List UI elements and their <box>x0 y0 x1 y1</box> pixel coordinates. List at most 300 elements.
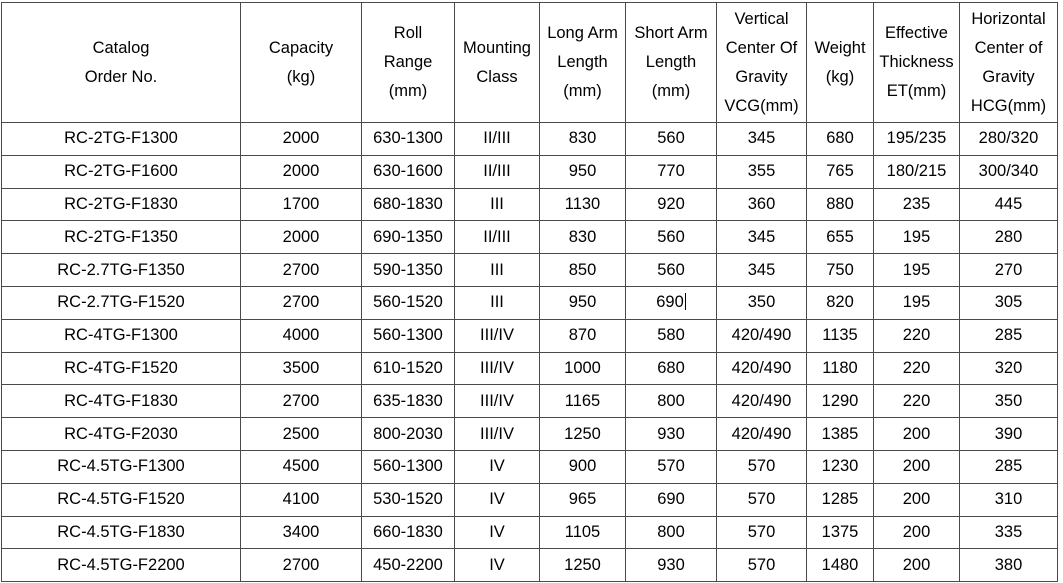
cell-hcg[interactable] <box>960 123 1058 156</box>
cell-value: 750 <box>826 260 854 279</box>
cell-long_arm[interactable] <box>540 188 626 221</box>
spec-table <box>1 2 1058 582</box>
cell-value: 310 <box>994 490 1023 509</box>
cell-short_arm[interactable] <box>626 385 717 418</box>
cell-vcg[interactable] <box>717 549 807 582</box>
column-header-capacity <box>241 3 362 123</box>
cell-et[interactable] <box>874 123 960 156</box>
cell-value: 195 <box>902 227 931 246</box>
cell-value: 390 <box>994 424 1023 443</box>
cell-value: 1250 <box>564 555 601 574</box>
cell-long_arm[interactable] <box>540 418 626 451</box>
cell-value: 530-1520 <box>373 490 443 509</box>
table-body <box>2 123 1058 582</box>
cell-capacity[interactable] <box>241 418 362 451</box>
cell-value: 200 <box>902 457 931 476</box>
cell-value: 560-1300 <box>373 457 443 476</box>
cell-et[interactable] <box>874 286 960 319</box>
cell-value: 235 <box>902 194 931 213</box>
cell-et[interactable] <box>874 483 960 516</box>
table-row <box>2 221 1058 254</box>
cell-weight[interactable] <box>807 221 874 254</box>
cell-value: 360 <box>747 194 776 213</box>
cell-value: 4000 <box>282 326 320 345</box>
cell-roll_range[interactable] <box>362 516 455 549</box>
cell-mounting[interactable] <box>455 319 540 352</box>
table-row <box>2 483 1058 516</box>
cell-weight[interactable] <box>807 352 874 385</box>
cell-et[interactable] <box>874 418 960 451</box>
cell-value: 200 <box>902 522 931 541</box>
cell-et[interactable] <box>874 450 960 483</box>
cell-value: 770 <box>657 162 685 181</box>
cell-value: 2000 <box>282 162 320 181</box>
cell-capacity[interactable] <box>241 221 362 254</box>
cell-value: 305 <box>994 293 1023 312</box>
cell-value: 800-2030 <box>373 424 443 443</box>
cell-value: 3400 <box>282 522 320 541</box>
column-header-line: Mounting <box>463 38 531 57</box>
cell-mounting[interactable] <box>455 450 540 483</box>
cell-roll_range[interactable] <box>362 123 455 156</box>
cell-value: 560 <box>657 260 685 279</box>
cell-value: 1480 <box>821 555 859 574</box>
cell-value: 195 <box>902 260 931 279</box>
cell-value: 680 <box>657 358 685 377</box>
column-header-line: Weight <box>814 38 866 57</box>
cell-weight[interactable] <box>807 418 874 451</box>
cell-et[interactable] <box>874 385 960 418</box>
cell-capacity[interactable] <box>241 254 362 287</box>
cell-roll_range[interactable] <box>362 188 455 221</box>
cell-value: 280/320 <box>978 129 1039 148</box>
cell-hcg[interactable] <box>960 385 1058 418</box>
cell-value: III/IV <box>480 391 514 410</box>
cell-catalog[interactable] <box>2 418 241 451</box>
cell-weight[interactable] <box>807 319 874 352</box>
column-header-line: Class <box>476 67 518 86</box>
cell-long_arm[interactable] <box>540 319 626 352</box>
cell-vcg[interactable] <box>717 155 807 188</box>
cell-hcg[interactable] <box>960 188 1058 221</box>
table-row <box>2 549 1058 582</box>
cell-roll_range[interactable] <box>362 155 455 188</box>
cell-value: 950 <box>568 162 597 181</box>
column-header-line: ET(mm) <box>886 82 947 100</box>
cell-mounting[interactable] <box>455 516 540 549</box>
cell-value: III <box>490 194 504 213</box>
cell-value: III/IV <box>480 424 514 443</box>
table-header-row <box>2 3 1058 123</box>
column-header-line: Gravity <box>735 67 788 86</box>
cell-value: 610-1520 <box>373 358 443 377</box>
cell-value: RC-2TG-F1600 <box>64 162 178 181</box>
cell-value: 285 <box>994 326 1023 345</box>
cell-short_arm[interactable] <box>626 352 717 385</box>
cell-value: 200 <box>902 555 931 574</box>
cell-value: 1285 <box>821 490 859 509</box>
table-row <box>2 254 1058 287</box>
table-row <box>2 352 1058 385</box>
cell-hcg[interactable] <box>960 549 1058 582</box>
cell-value: 220 <box>902 358 931 377</box>
cell-weight[interactable] <box>807 516 874 549</box>
cell-capacity[interactable] <box>241 450 362 483</box>
cell-value: 1230 <box>821 457 859 476</box>
cell-value: 560-1520 <box>373 293 443 312</box>
column-header-vcg <box>717 3 807 123</box>
cell-capacity[interactable] <box>241 385 362 418</box>
cell-roll_range[interactable] <box>362 418 455 451</box>
column-header-line: Short Arm <box>634 24 708 42</box>
cell-hcg[interactable] <box>960 254 1058 287</box>
cell-value: IV <box>489 457 505 476</box>
cell-value: 1385 <box>821 424 859 443</box>
cell-short_arm[interactable] <box>626 221 717 254</box>
cell-long_arm[interactable] <box>540 352 626 385</box>
cell-value: 830 <box>568 227 597 246</box>
column-header-line: VCG(mm) <box>724 96 799 115</box>
cell-value: 445 <box>994 194 1023 213</box>
cell-capacity[interactable] <box>241 516 362 549</box>
cell-value: 2500 <box>282 424 320 443</box>
column-header-line: Effective <box>885 24 948 42</box>
table-row <box>2 155 1058 188</box>
column-header-line: Thickness <box>879 53 954 71</box>
cell-value: 1135 <box>822 326 858 345</box>
cell-roll_range[interactable] <box>362 385 455 418</box>
cell-et[interactable] <box>874 319 960 352</box>
cell-long_arm[interactable] <box>540 155 626 188</box>
table-row <box>2 319 1058 352</box>
cell-value: 870 <box>568 326 597 345</box>
column-header-line: Range <box>383 53 433 71</box>
cell-weight[interactable] <box>807 286 874 319</box>
cell-value: RC-2TG-F1830 <box>64 194 178 213</box>
cell-roll_range[interactable] <box>362 254 455 287</box>
cell-mounting[interactable] <box>455 352 540 385</box>
cell-short_arm[interactable] <box>626 254 717 287</box>
cell-hcg[interactable] <box>960 418 1058 451</box>
cell-mounting[interactable] <box>455 286 540 319</box>
cell-value: II/III <box>483 162 511 181</box>
table-row <box>2 123 1058 156</box>
cell-value: IV <box>489 555 505 574</box>
cell-value: 1700 <box>282 194 320 213</box>
cell-mounting[interactable] <box>455 483 540 516</box>
cell-vcg[interactable] <box>717 221 807 254</box>
cell-capacity[interactable] <box>241 319 362 352</box>
cell-weight[interactable] <box>807 123 874 156</box>
cell-value: 350 <box>747 293 776 312</box>
column-header-line: Vertical <box>734 9 789 28</box>
cell-value: III/IV <box>480 358 514 377</box>
cell-value: 690-1350 <box>373 227 443 246</box>
cell-value: 350 <box>994 391 1023 410</box>
cell-vcg[interactable] <box>717 385 807 418</box>
cell-value: 560-1300 <box>373 326 443 345</box>
cell-value: 950 <box>568 293 597 312</box>
cell-mounting[interactable] <box>455 221 540 254</box>
cell-value: RC-2TG-F1300 <box>64 129 178 148</box>
cell-mounting[interactable] <box>455 123 540 156</box>
cell-hcg[interactable] <box>960 221 1058 254</box>
cell-vcg[interactable] <box>717 516 807 549</box>
cell-value: 335 <box>994 522 1023 541</box>
cell-roll_range[interactable] <box>362 483 455 516</box>
cell-vcg[interactable] <box>717 123 807 156</box>
cell-hcg[interactable] <box>960 450 1058 483</box>
cell-hcg[interactable] <box>960 155 1058 188</box>
cell-value: 420/490 <box>731 424 792 443</box>
cell-value: 320 <box>994 358 1023 377</box>
cell-roll_range[interactable] <box>362 450 455 483</box>
cell-value: 180/215 <box>886 162 947 181</box>
cell-long_arm[interactable] <box>540 483 626 516</box>
cell-value: 1290 <box>821 391 859 410</box>
cell-value: 2000 <box>282 227 320 246</box>
cell-hcg[interactable] <box>960 483 1058 516</box>
cell-value: 1250 <box>564 424 601 443</box>
column-header-line: Roll <box>393 24 423 42</box>
cell-long_arm[interactable] <box>540 123 626 156</box>
cell-value: RC-2TG-F1350 <box>64 227 178 246</box>
cell-value: 570 <box>747 490 776 509</box>
cell-short_arm[interactable] <box>626 483 717 516</box>
column-header-et <box>874 3 960 123</box>
cell-catalog[interactable] <box>2 155 241 188</box>
cell-value: 690 <box>656 293 684 312</box>
cell-value: 570 <box>657 457 685 476</box>
cell-value: 420/490 <box>731 326 792 345</box>
cell-value: 450-2200 <box>373 555 443 574</box>
cell-value: 200 <box>902 424 931 443</box>
cell-capacity[interactable] <box>241 549 362 582</box>
cell-et[interactable] <box>874 254 960 287</box>
cell-et[interactable] <box>874 155 960 188</box>
cell-weight[interactable] <box>807 450 874 483</box>
cell-vcg[interactable] <box>717 450 807 483</box>
cell-value: 220 <box>902 326 931 345</box>
table-row <box>2 385 1058 418</box>
cell-short_arm[interactable] <box>626 549 717 582</box>
cell-value: 930 <box>657 424 685 443</box>
cell-vcg[interactable] <box>717 319 807 352</box>
cell-roll_range[interactable] <box>362 549 455 582</box>
cell-value: 630-1300 <box>373 129 443 148</box>
cell-value: 200 <box>902 490 931 509</box>
cell-catalog[interactable] <box>2 221 241 254</box>
cell-value: RC-4TG-F1300 <box>64 326 178 345</box>
column-header-short_arm <box>626 3 717 123</box>
cell-value: 420/490 <box>731 358 792 377</box>
cell-et[interactable] <box>874 188 960 221</box>
cell-roll_range[interactable] <box>362 286 455 319</box>
cell-weight[interactable] <box>807 549 874 582</box>
table-row <box>2 286 1058 319</box>
cell-vcg[interactable] <box>717 286 807 319</box>
column-header-line: Long Arm <box>547 24 618 42</box>
column-header-weight <box>807 3 874 123</box>
cell-value: RC-4TG-F1830 <box>64 391 178 410</box>
cell-value: RC-4TG-F1520 <box>64 358 178 377</box>
cell-et[interactable] <box>874 352 960 385</box>
cell-value: 2700 <box>282 260 320 279</box>
cell-long_arm[interactable] <box>540 450 626 483</box>
cell-value: IV <box>489 490 505 509</box>
cell-value: 570 <box>747 457 776 476</box>
cell-capacity[interactable] <box>241 155 362 188</box>
cell-long_arm[interactable] <box>540 221 626 254</box>
cell-value: 580 <box>657 326 685 345</box>
cell-weight[interactable] <box>807 385 874 418</box>
table-row <box>2 516 1058 549</box>
text-cursor <box>685 293 686 310</box>
cell-value: 850 <box>568 260 597 279</box>
cell-value: 1105 <box>564 522 601 541</box>
cell-mounting[interactable] <box>455 418 540 451</box>
cell-value: 2700 <box>282 391 320 410</box>
table-row <box>2 188 1058 221</box>
cell-value: 570 <box>747 522 776 541</box>
cell-vcg[interactable] <box>717 352 807 385</box>
cell-short_arm[interactable] <box>626 319 717 352</box>
column-header-line: Catalog <box>92 38 150 57</box>
cell-value: 1000 <box>564 358 601 377</box>
cell-value: RC-4.5TG-F1300 <box>57 457 185 476</box>
cell-value: 345 <box>747 227 776 246</box>
cell-capacity[interactable] <box>241 352 362 385</box>
cell-short_arm[interactable] <box>626 188 717 221</box>
cell-capacity[interactable] <box>241 286 362 319</box>
column-header-line: (mm) <box>651 82 691 100</box>
cell-capacity[interactable] <box>241 188 362 221</box>
cell-hcg[interactable] <box>960 516 1058 549</box>
cell-weight[interactable] <box>807 483 874 516</box>
cell-hcg[interactable] <box>960 286 1058 319</box>
cell-value: III <box>490 293 504 312</box>
cell-vcg[interactable] <box>717 188 807 221</box>
cell-long_arm[interactable] <box>540 254 626 287</box>
cell-mounting[interactable] <box>455 188 540 221</box>
cell-catalog[interactable] <box>2 352 241 385</box>
cell-mounting[interactable] <box>455 549 540 582</box>
cell-long_arm[interactable] <box>540 549 626 582</box>
cell-short_arm[interactable] <box>626 286 717 319</box>
column-header-mounting <box>455 3 540 123</box>
cell-value: 4100 <box>282 490 320 509</box>
cell-long_arm[interactable] <box>540 516 626 549</box>
cell-value: IV <box>489 522 505 541</box>
column-header-line: (mm) <box>388 82 428 100</box>
cell-catalog[interactable] <box>2 188 241 221</box>
cell-value: 1180 <box>822 358 858 377</box>
cell-weight[interactable] <box>807 188 874 221</box>
cell-value: 345 <box>747 260 776 279</box>
cell-mounting[interactable] <box>455 254 540 287</box>
cell-et[interactable] <box>874 516 960 549</box>
column-header-line: (kg) <box>825 67 855 86</box>
cell-catalog[interactable] <box>2 549 241 582</box>
cell-catalog[interactable] <box>2 385 241 418</box>
cell-value: RC-4.5TG-F1520 <box>57 490 185 509</box>
column-header-line: Length <box>645 53 697 71</box>
cell-catalog[interactable] <box>2 516 241 549</box>
cell-long_arm[interactable] <box>540 286 626 319</box>
cell-vcg[interactable] <box>717 418 807 451</box>
table-row <box>2 418 1058 451</box>
cell-vcg[interactable] <box>717 254 807 287</box>
cell-value: 800 <box>657 522 685 541</box>
cell-short_arm[interactable] <box>626 450 717 483</box>
column-header-roll_range <box>362 3 455 123</box>
cell-value: RC-4TG-F2030 <box>64 424 178 443</box>
cell-hcg[interactable] <box>960 319 1058 352</box>
column-header-long_arm <box>540 3 626 123</box>
cell-value: 220 <box>902 391 931 410</box>
cell-short_arm[interactable] <box>626 123 717 156</box>
column-header-line: Gravity <box>982 67 1035 86</box>
column-header-hcg <box>960 3 1058 123</box>
cell-value: 345 <box>747 129 776 148</box>
column-header-line: (mm) <box>563 82 602 100</box>
cell-value: 2700 <box>282 293 320 312</box>
cell-et[interactable] <box>874 221 960 254</box>
cell-catalog[interactable] <box>2 123 241 156</box>
cell-short_arm[interactable] <box>626 155 717 188</box>
cell-catalog[interactable] <box>2 450 241 483</box>
column-header-catalog <box>2 3 241 123</box>
cell-short_arm[interactable] <box>626 418 717 451</box>
cell-catalog[interactable] <box>2 286 241 319</box>
cell-capacity[interactable] <box>241 483 362 516</box>
cell-catalog[interactable] <box>2 483 241 516</box>
cell-value: II/III <box>483 129 511 148</box>
column-header-line: Horizontal <box>971 9 1046 28</box>
cell-value: 830 <box>568 129 597 148</box>
cell-catalog[interactable] <box>2 254 241 287</box>
column-header-line: Center of <box>974 38 1043 57</box>
cell-mounting[interactable] <box>455 385 540 418</box>
cell-value: 570 <box>747 555 776 574</box>
column-header-line: Center Of <box>725 38 798 57</box>
cell-value: 4500 <box>282 457 320 476</box>
cell-hcg[interactable] <box>960 352 1058 385</box>
cell-value: 300/340 <box>978 162 1039 181</box>
cell-weight[interactable] <box>807 254 874 287</box>
cell-vcg[interactable] <box>717 483 807 516</box>
cell-value: 680 <box>826 129 854 148</box>
cell-long_arm[interactable] <box>540 385 626 418</box>
cell-value: 195/235 <box>886 129 947 148</box>
cell-et[interactable] <box>874 549 960 582</box>
cell-catalog[interactable] <box>2 319 241 352</box>
column-header-line: HCG(mm) <box>970 96 1047 115</box>
cell-value: 1375 <box>821 522 859 541</box>
cell-weight[interactable] <box>807 155 874 188</box>
cell-roll_range[interactable] <box>362 221 455 254</box>
cell-roll_range[interactable] <box>362 319 455 352</box>
cell-mounting[interactable] <box>455 155 540 188</box>
cell-capacity[interactable] <box>241 123 362 156</box>
cell-value: 420/490 <box>731 391 792 410</box>
cell-value: 800 <box>657 391 685 410</box>
cell-value: RC-4.5TG-F2200 <box>57 555 185 574</box>
cell-roll_range[interactable] <box>362 352 455 385</box>
cell-value: 630-1600 <box>373 162 443 181</box>
cell-value: RC-2.7TG-F1520 <box>57 293 185 312</box>
cell-short_arm[interactable] <box>626 516 717 549</box>
